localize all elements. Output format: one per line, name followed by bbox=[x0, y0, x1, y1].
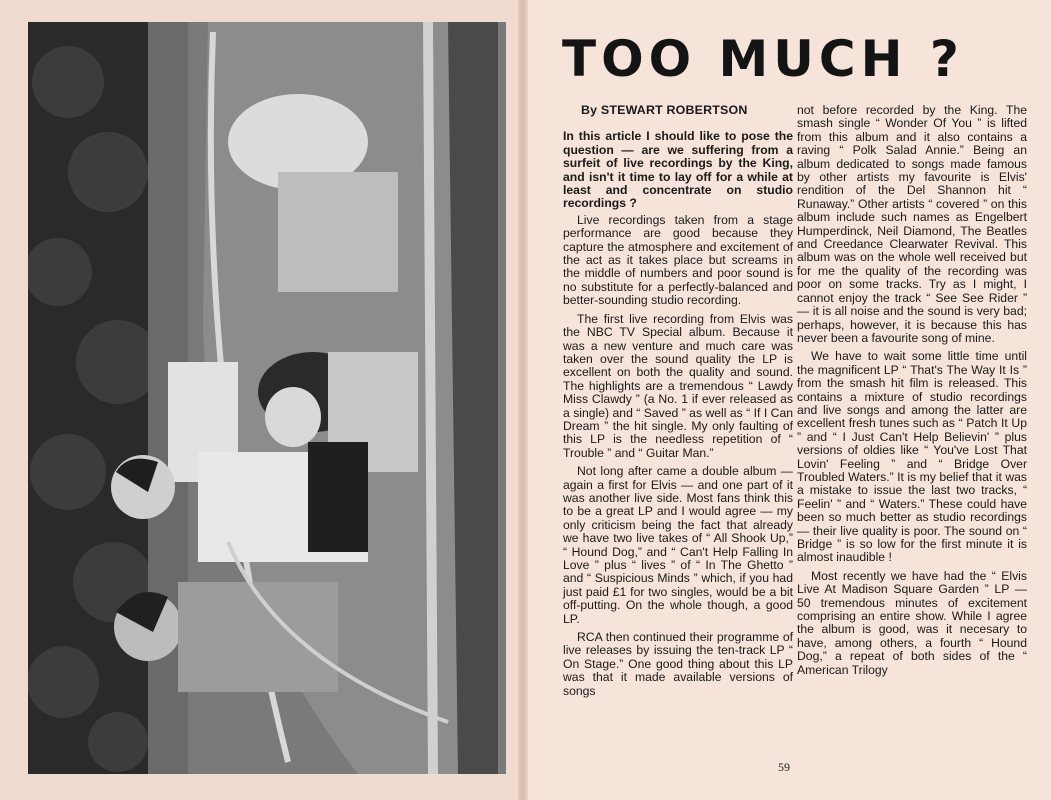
article-title: TOO MUCH ? bbox=[562, 30, 964, 88]
article-column-2 bbox=[797, 104, 1027, 682]
body-paragraph: We have to wait some little time until the magnificent LP “ That's The Way It Is ” from the smash hit film is released. This contains a mixture of studio recordings and live songs and among the latter are excellent fresh tunes such as “ Patch It Up ” and “ I Just Can't Help Believin' ” plus versions of oldies like “ You've Lost That Lovin' Feeling ” and “ Bridge Over Troubled Waters.” It is my belief that it was a mistake to issue the last two tracks, “ Feelin' ” and “ Waters.” These could have been so much better as studio recordings — their live quality is poor. The sound on “ Bridge ” is so low for the first minute it is almost inaudible ! bbox=[797, 349, 1027, 565]
page-gutter bbox=[518, 0, 528, 800]
article-column-1 bbox=[563, 104, 793, 703]
body-paragraph-continued: not before recorded by the King. The smash single “ Wonder Of You ” is lifted from this album and it also contains a raving “ Polk Salad Annie.” Being an album dedicated to songs made famous by other artists my favourite is Elvis' rendition of the Del Shannon hit “ Runaway.” Other artists “ covered ” on this album include such names as Engelbert Humperdinck, Neil Diamond, The Beatles and Creedance Clearwater Revival. This album was on the whole well received but for me the quality of the recording was poor on some tracks. Try as I might, I cannot enjoy the track “ See See Rider ” — it is all noise and the sound is very bad; perhaps, however, it is because this has never been a favourite song of mine. bbox=[797, 103, 1027, 345]
photo-illustration bbox=[28, 22, 506, 774]
byline: By STEWART ROBERTSON bbox=[581, 103, 748, 117]
page-number: 59 bbox=[778, 760, 790, 774]
body-paragraph: The first live recording from Elvis was the NBC TV Special album. Because it was a new venture and much care was taken over the sound quality the LP is excellent on both the quality and sound. The highlights are a tremendous “ Lawdy Miss Clawdy ” (a No. 1 if ever released as a single) and “ Saved ” as well as “ If I Can Dream ” the hit single. My only faulting of this LP is the needless repetition of “ Trouble ” and “ Guitar Man.” bbox=[563, 311, 793, 460]
body-paragraph: Live recordings taken from a stage performance are good because they capture the atmosphere and excitement of the act as it takes place but screams in the middle of numbers and poor sound is no substitute for a perfectly-balanced and better-sounding studio recording. bbox=[563, 212, 793, 308]
film-still-photo bbox=[28, 22, 506, 774]
intro-paragraph: In this article I should like to pose the question — are we suffering from a surfeit of live recordings by the King, and isn't it time to lay off for a while at least and concentrate on studio recordings ? bbox=[563, 129, 793, 211]
body-paragraph: Most recently we have had the “ Elvis Live At Madison Square Garden ” LP — 50 tremendous minutes of excitement comprising an entire show. While I agree the album is good, was it necesary to have, among others, a fourth “ Hound Dog,” a repeat of both sides of the “ American Trilogy bbox=[797, 568, 1027, 677]
body-paragraph: RCA then continued their programme of live releases by issuing the ten-track LP “ On Stage.” One good thing about this LP was that it made available versions of songs bbox=[563, 630, 793, 698]
body-paragraph: Not long after came a double album — again a first for Elvis — and one part of it was another live side. Most fans think this to be a great LP and I would agree — my only criticism being the fact that already we have two live takes of “ All Shook Up,” “ Hound Dog,” and “ Can't Help Falling In Love ” plus “ lives ” of “ In The Ghetto ” and “ Suspicious Minds ” which, if you had just paid £1 for two singles, would be a bit off-putting. On the whole though, a good LP. bbox=[563, 464, 793, 626]
